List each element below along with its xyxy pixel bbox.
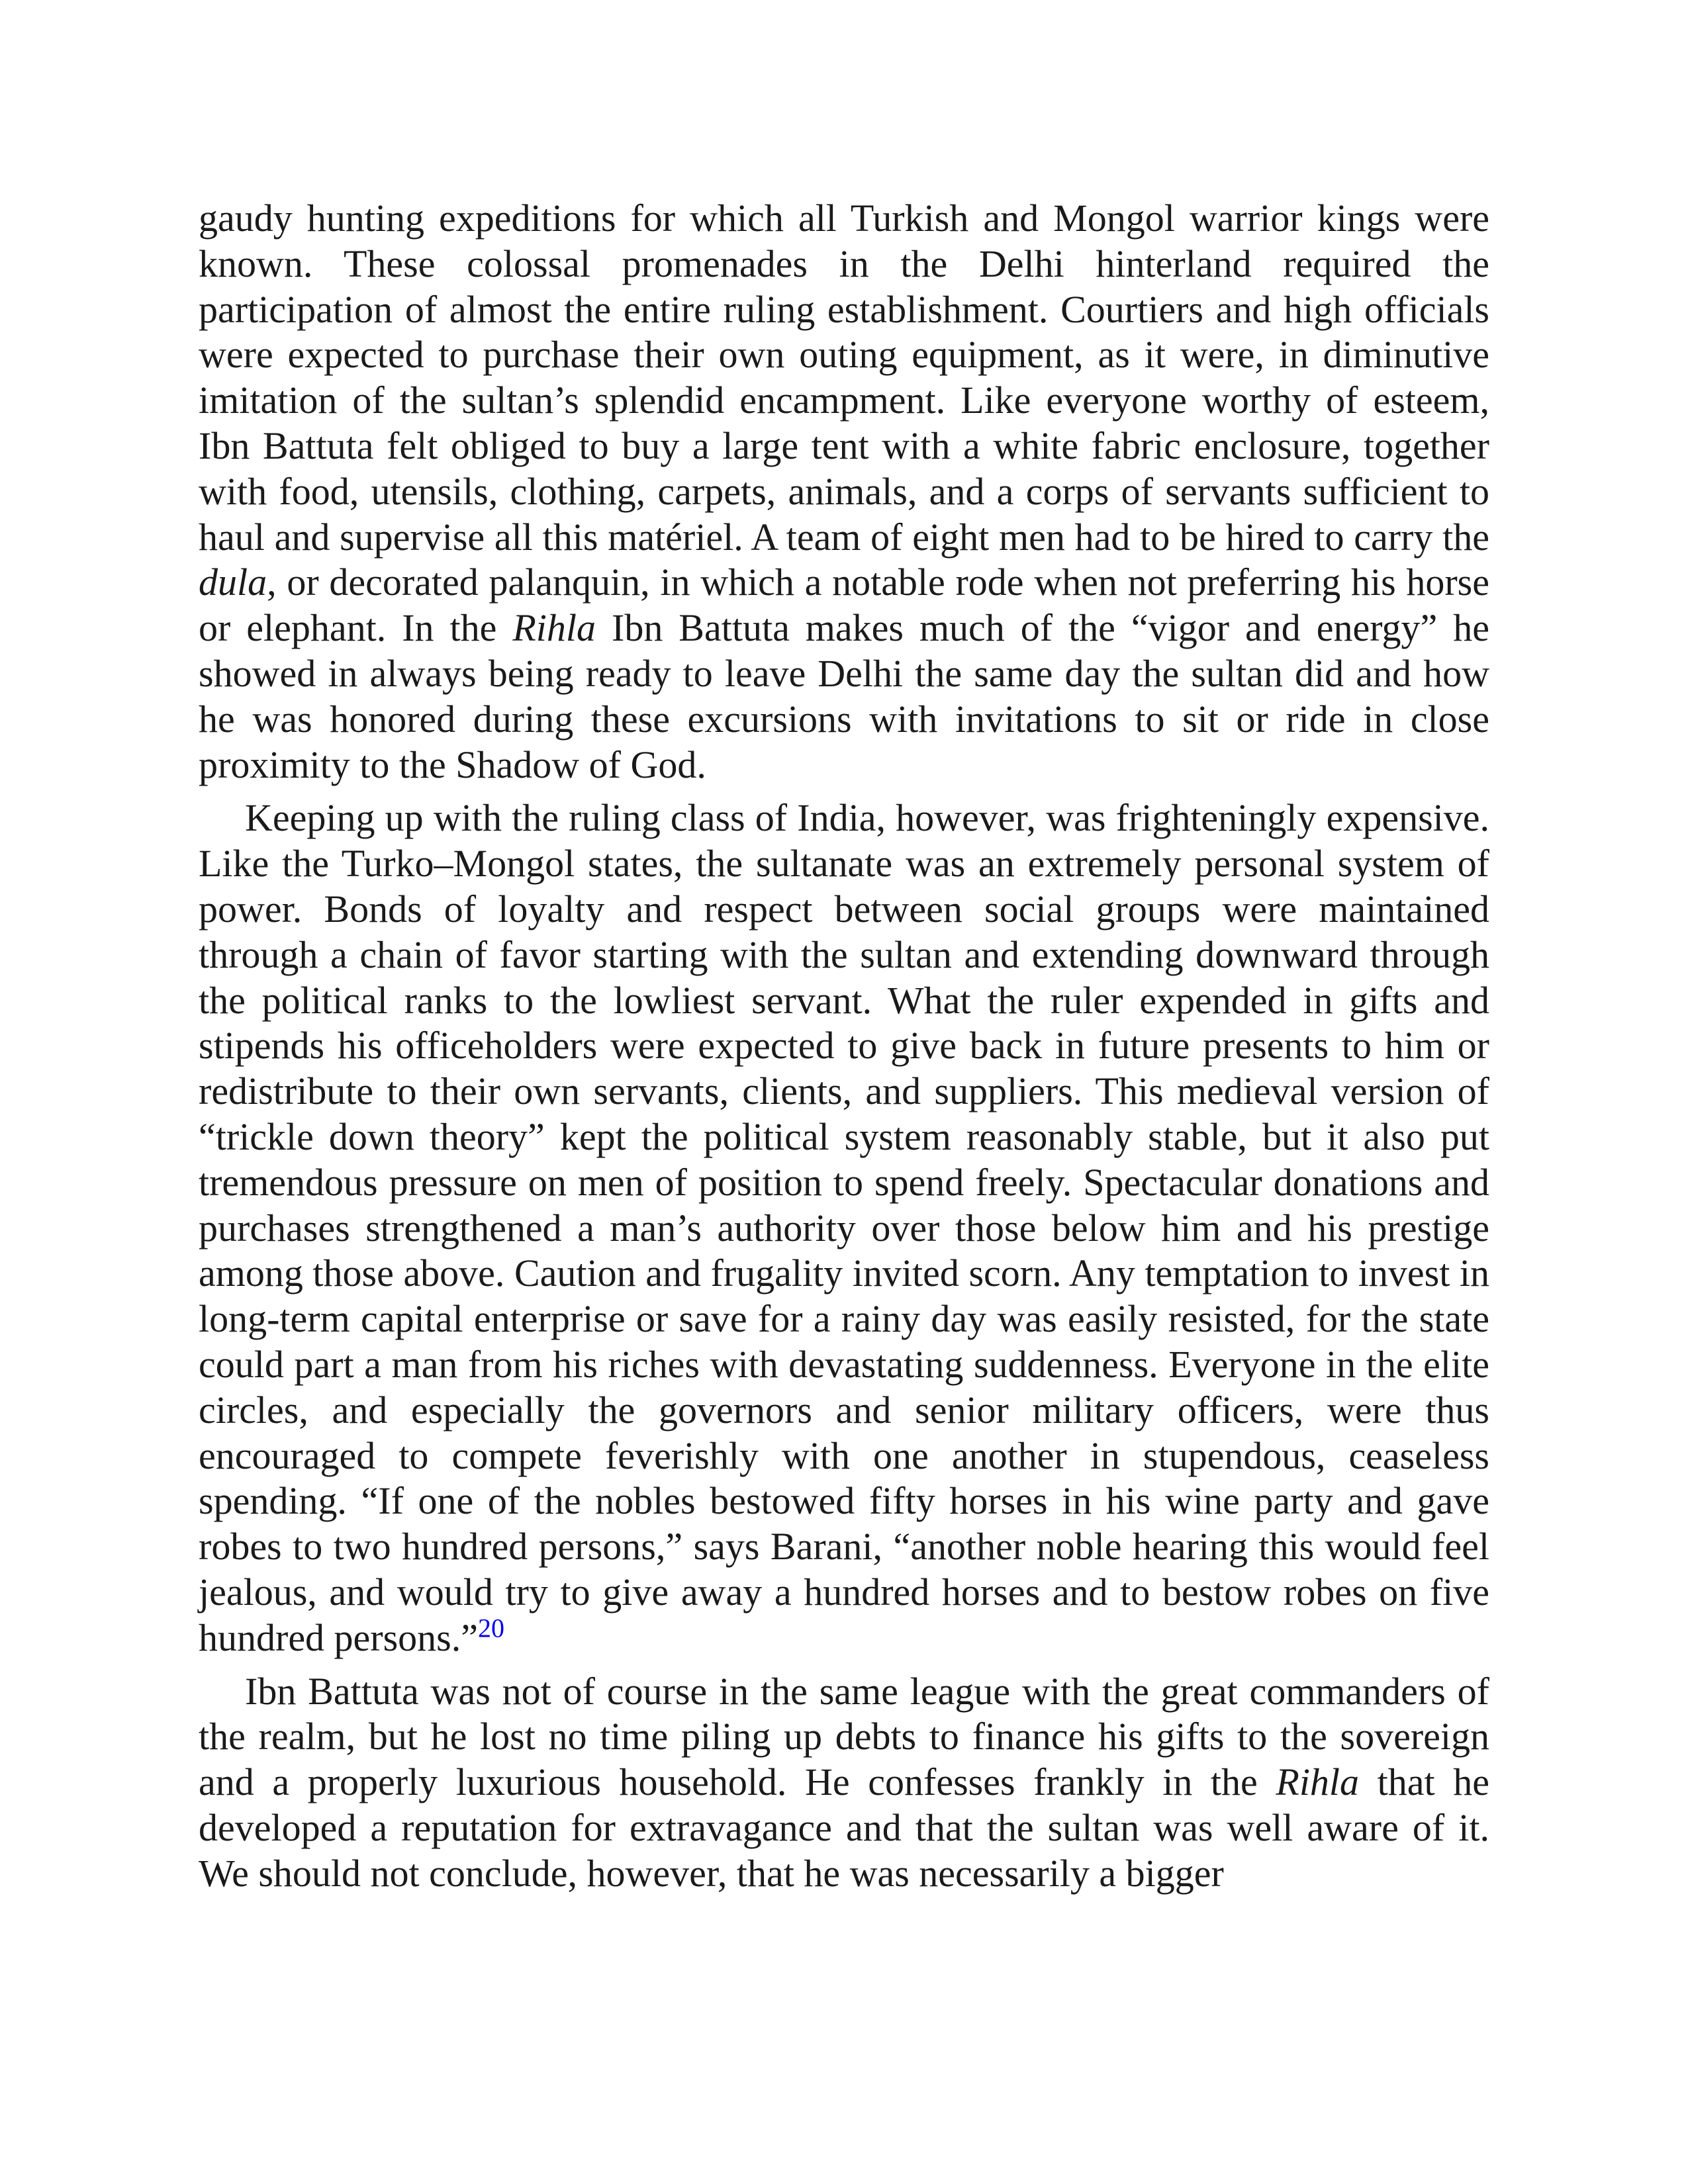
paragraph-2-text-1: Keeping up with the ruling class of India, however, was frighteningly expensive. Like the Turko–Mongol states, the sultanate was an extremely personal system of power. Bonds of loyalty and respect between social groups were maintained through a chain of favor starting with the sultan and extending downward through the political ranks to the lowliest servant. What the ruler expended in gifts and stipends his officeholders were expected to give back in future presents to him or redistribute to their own servants, clients, and suppliers. This medieval version of “trickle down theory” kept the political system reasonably stable, but it also put tremendous pressure on men of position to spend freely. Spectacular donations and purchases strengthened a man’s authority over those below him and his prestige among those above. Caution and frugality invited scorn. Any temptation to invest in long-term capital enterprise or save for a rainy day was easily resisted, for the state could part a man from his riches with devastating suddenness. Everyone in the elite circles, and especially the governors and senior military officers, were thus encouraged to compete feverishly with one another in stupendous, ceaseless spending. “If one of the nobles bestowed fifty horses in his wine party and gave robes to two hundred persons,” says Barani, “another noble hearing this would feel jealous, and would try to give away a hundred horses and to bestow robes on five hundred persons.” [199,796,1489,1659]
paragraph-2 [199,796,1489,1661]
paragraph-1-text-3: Ibn Battuta makes much of the “vigor and energy” he showed in always being ready to leave Delhi the same day the sultan did and how he was honored during these excursions with invitations to sit or ride in close proximity to the Shadow of God. [199,606,1489,786]
term-dula: dula [199,561,267,604]
paragraph-3 [199,1669,1489,1897]
paragraph-3-text-1: Ibn Battuta was not of course in the same league with the great commanders of the realm, but he lost no time piling up debts to finance his gifts to the sovereign and a properly luxurious household. He confesses frankly in the [199,1669,1489,1804]
footnote-link-20[interactable]: 20 [478,1613,505,1643]
title-rihla: Rihla [1276,1760,1360,1804]
paragraph-1-text-1: gaudy hunting expeditions for which all Turkish and Mongol warrior kings were known. These colossal promenades in the Delhi hinterland required the participation of almost the entire ruling establishment. Courtiers and high officials were expected to purchase their own outing equipment, as it were, in diminutive imitation of the sultan’s splendid encampment. Like everyone worthy of esteem, Ibn Battuta felt obliged to buy a large tent with a white fabric enclosure, together with food, utensils, clothing, carpets, animals, and a corps of servants sufficient to haul and supervise all this matériel. A team of eight men had to be hired to carry the [199,197,1489,559]
paragraph-3-text-2: that he developed a reputation for extravagance and that the sultan was well aware of it. We should not conclude, however, that he was necessarily a bigger [199,1760,1489,1895]
document-page [199,196,1489,1896]
paragraph-1 [199,196,1489,788]
paragraph-1-text-2: , or decorated palanquin, in which a notable rode when not preferring his horse or elephant. In the [199,561,1489,650]
title-rihla: Rihla [512,606,596,650]
